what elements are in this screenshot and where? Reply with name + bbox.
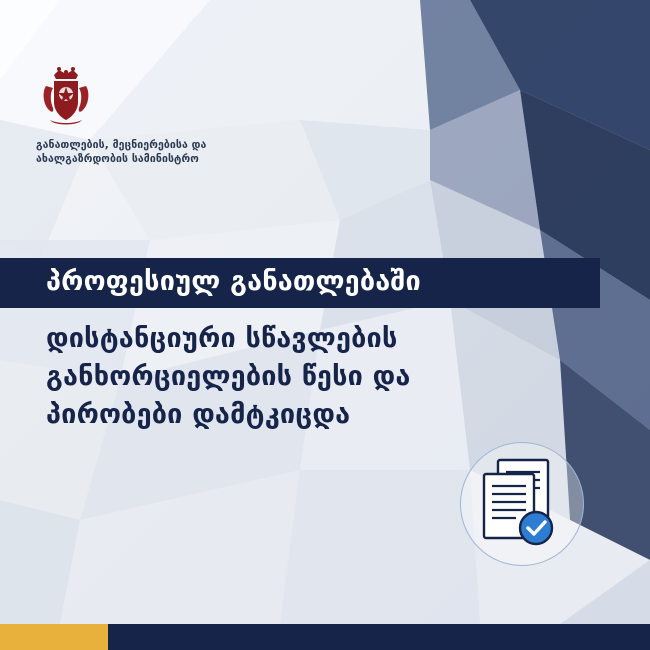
ministry-name xyxy=(36,138,266,166)
bottom-strip-gold xyxy=(0,624,108,650)
headline-block xyxy=(0,258,650,435)
bottom-strip-navy xyxy=(108,624,650,650)
documents-check-badge xyxy=(460,442,584,566)
headline-line-2: განხორციელების წესი და xyxy=(46,361,411,393)
headline-line-3: პირობები დამტკიცდა xyxy=(46,399,351,431)
headline-body xyxy=(0,320,650,435)
ministry-lockup xyxy=(36,66,336,166)
bottom-strip xyxy=(0,624,650,650)
documents-check-icon xyxy=(476,456,568,552)
georgia-coat-of-arms-icon xyxy=(40,66,92,128)
ministry-name-line1: განათლების, მეცნიერებისა და xyxy=(36,139,207,151)
headline-banner: პროფესიულ განათლებაში xyxy=(0,258,600,308)
ministry-name-line2: ახალგაზრდობის სამინისტრო xyxy=(36,153,199,166)
headline-line-1: დისტანციური სწავლების xyxy=(46,322,398,354)
